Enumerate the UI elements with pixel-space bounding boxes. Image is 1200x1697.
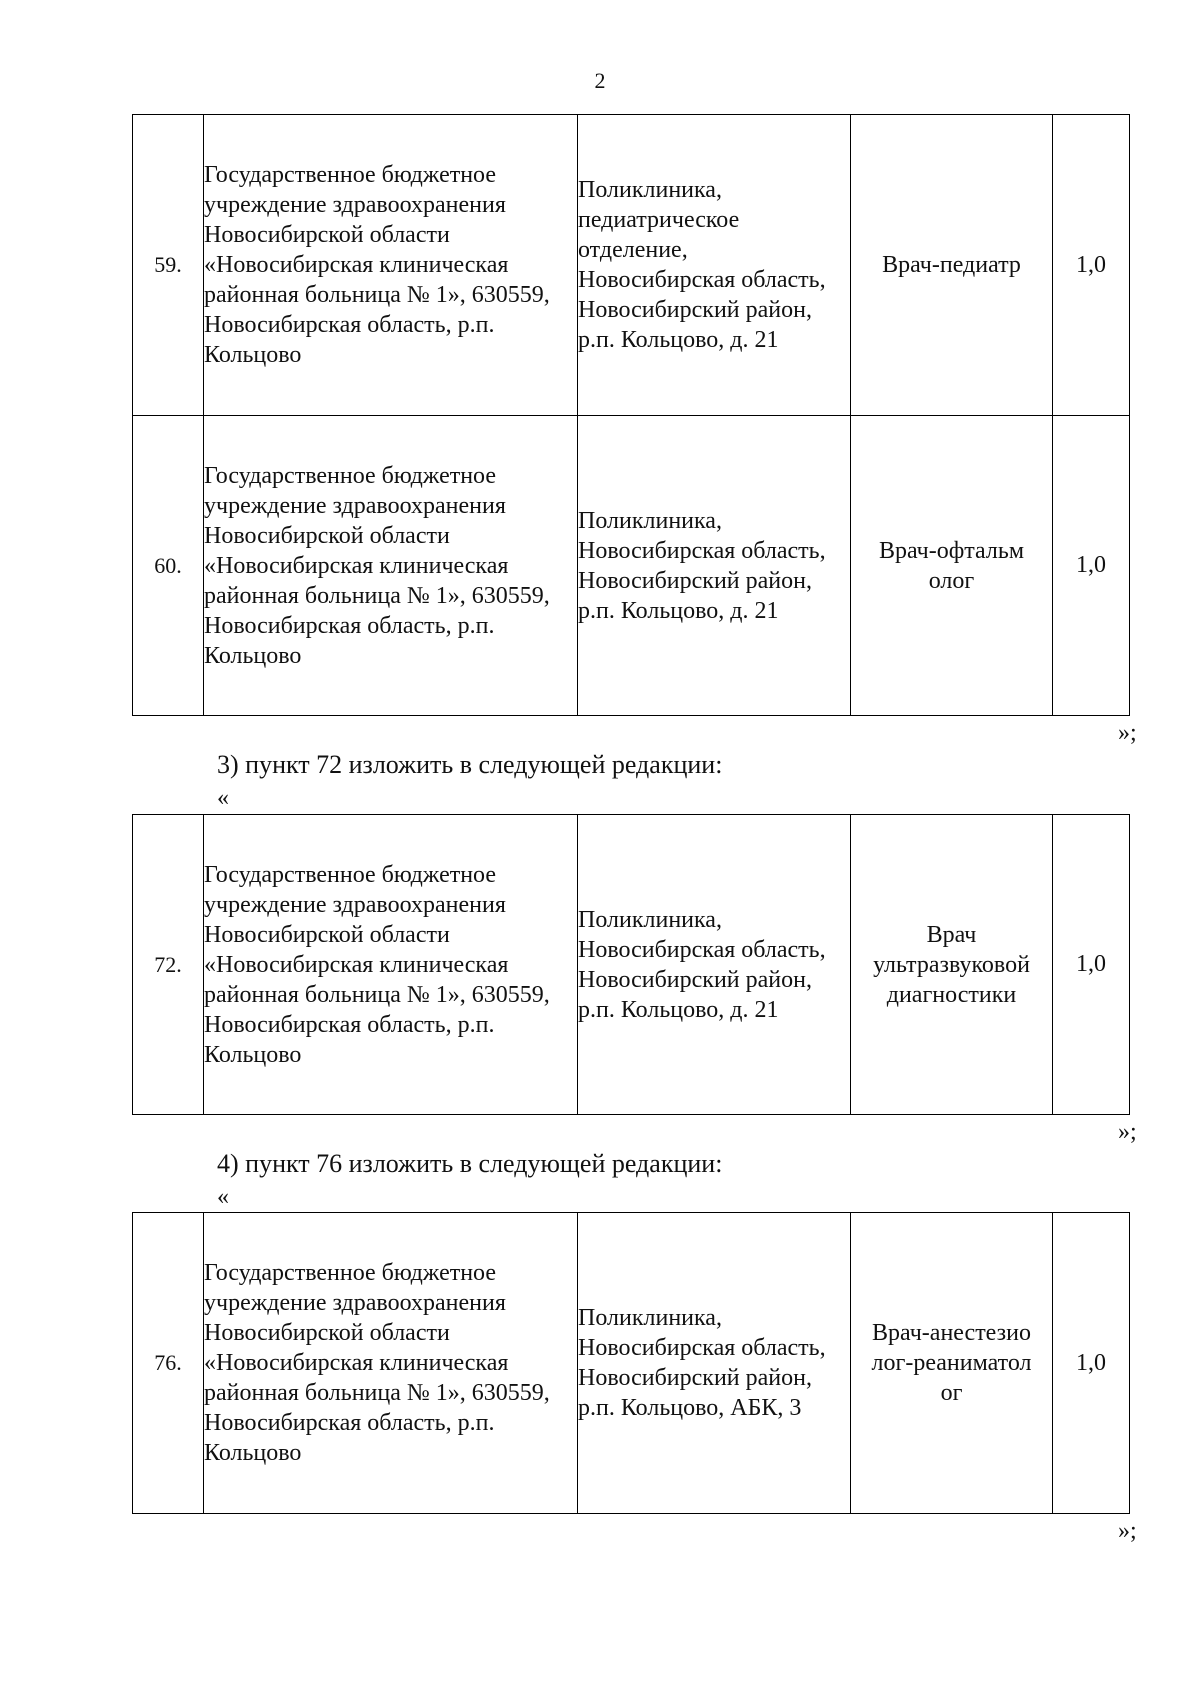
table-row [133, 1213, 1130, 1514]
position-cell: Врач-педиатр [851, 115, 1053, 416]
closing-quote: »; [1118, 1518, 1137, 1544]
page-number: 2 [594, 68, 606, 93]
rate-cell: 1,0 [1053, 1213, 1130, 1514]
table-rows-59-60 [132, 114, 1130, 716]
table-row [133, 115, 1130, 416]
address-cell: Поликлиника, Новосибирская область, Новосибирский район, р.п. Кольцово, д. 21 [578, 815, 851, 1115]
table-row-76 [132, 1212, 1130, 1514]
closing-quote: »; [1118, 1119, 1137, 1145]
row-number: 76. [133, 1213, 204, 1514]
address-cell: Поликлиника, педиатрическое отделение, Новосибирская область, Новосибирский район, р.п. Кольцово, д. 21 [578, 115, 851, 416]
organization-cell: Государственное бюджетное учреждение здравоохранения Новосибирской области «Новосибирская клиническая районная больница № 1», 630559, Новосибирская область, р.п. Кольцово [204, 815, 578, 1115]
opening-quote: « [217, 785, 229, 811]
row-number: 59. [133, 115, 204, 416]
rate-cell: 1,0 [1053, 416, 1130, 716]
position-text: Врач-анестезиолог-реаниматолог [871, 1320, 1032, 1406]
rate-cell: 1,0 [1053, 115, 1130, 416]
instruction-item-3: 3) пункт 72 изложить в следующей редакции: [217, 750, 723, 779]
organization-cell: Государственное бюджетное учреждение здравоохранения Новосибирской области «Новосибирская клиническая районная больница № 1», 630559, Новосибирская область, р.п. Кольцово [204, 1213, 578, 1514]
organization-cell: Государственное бюджетное учреждение здравоохранения Новосибирской области «Новосибирская клиническая районная больница № 1», 630559, Новосибирская область, р.п. Кольцово [204, 416, 578, 716]
rate-cell: 1,0 [1053, 815, 1130, 1115]
instruction-item-4: 4) пункт 76 изложить в следующей редакции: [217, 1149, 723, 1178]
position-text: Врач-офтальмолог [878, 537, 1025, 594]
address-cell: Поликлиника, Новосибирская область, Новосибирский район, р.п. Кольцово, АБК, 3 [578, 1213, 851, 1514]
table-row-72 [132, 814, 1130, 1115]
organization-cell: Государственное бюджетное учреждение здравоохранения Новосибирской области «Новосибирская клиническая районная больница № 1», 630559, Новосибирская область, р.п. Кольцово [204, 115, 578, 416]
row-number: 72. [133, 815, 204, 1115]
position-cell [851, 1213, 1053, 1514]
position-cell [851, 416, 1053, 716]
opening-quote: « [217, 1184, 229, 1210]
table-row [133, 815, 1130, 1115]
address-cell: Поликлиника, Новосибирская область, Новосибирский район, р.п. Кольцово, д. 21 [578, 416, 851, 716]
table-row [133, 416, 1130, 716]
position-cell: Врач ультразвуковой диагностики [851, 815, 1053, 1115]
row-number: 60. [133, 416, 204, 716]
closing-quote: »; [1118, 720, 1137, 746]
